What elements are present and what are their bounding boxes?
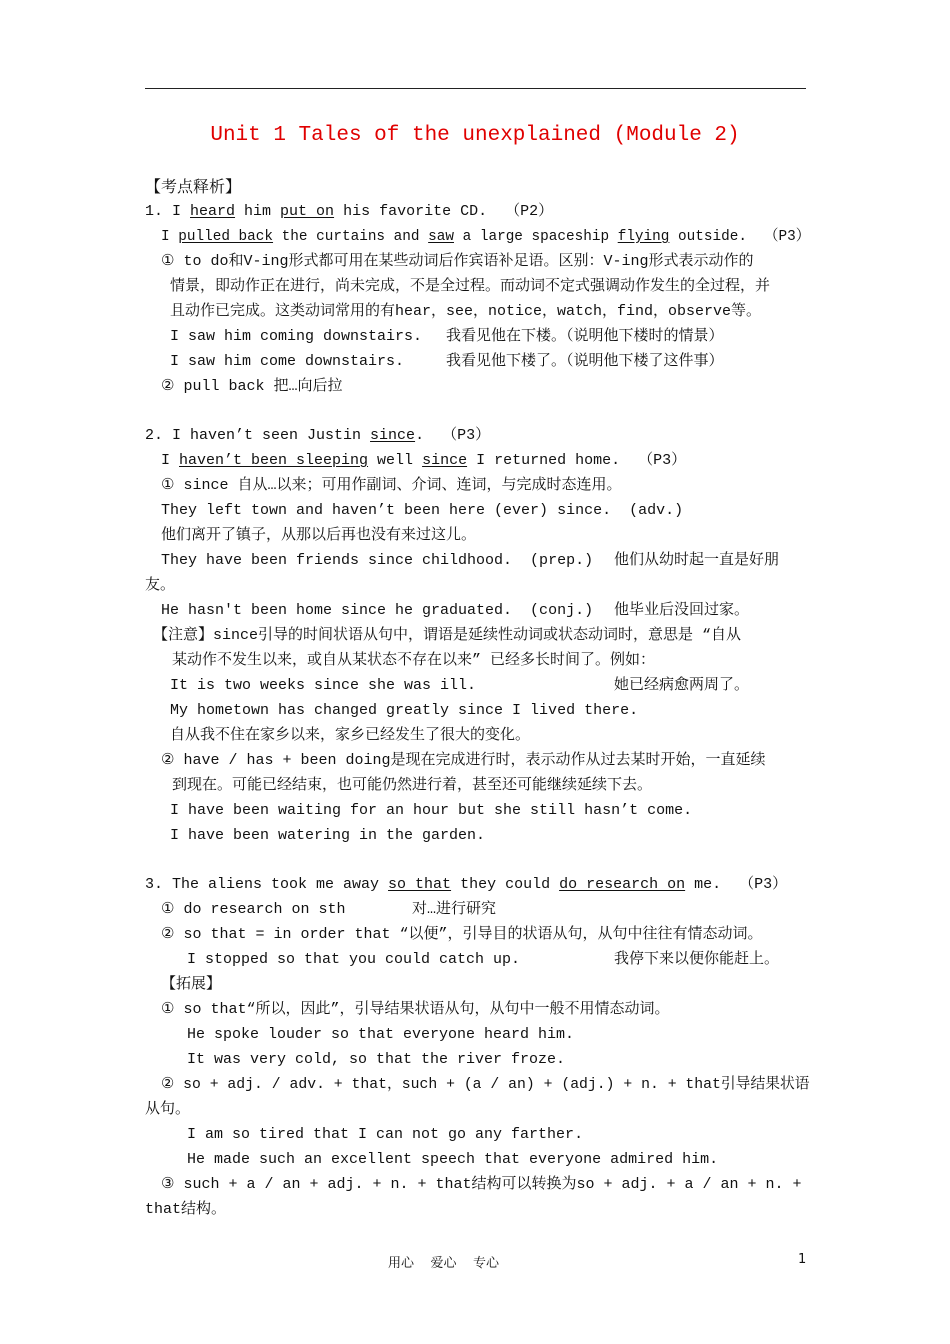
point-3-extension-2: 从句。	[145, 1101, 191, 1118]
point-2-attention: 【注意】since引导的时间状语从句中，谓语是延续性动词或状态动词时，意思是 “自从	[153, 627, 742, 644]
point-3-extension-3: ③ such + a / an + adj. + n. + that结构可以转换为so + adj. + a / an + n. +	[161, 1176, 802, 1193]
point-2-attention: 某动作不发生以来，或自从某状态不存在以来” 已经多长时间了。例如：	[172, 652, 656, 669]
point-3-sentence-cn: 我停下来以便你能赶上。	[614, 951, 780, 968]
point-1-example-2: I pulled back the curtains and saw a large spaceship flying outside. （P3）	[161, 228, 811, 245]
point-1-phrase: ② pull back 把…向后拉	[161, 378, 343, 395]
point-2-sentence-en: I have been watering in the garden.	[170, 827, 486, 844]
point-1-sentence-cn: 我看见他下楼了。（说明他下楼了这件事）	[446, 353, 724, 370]
point-2-sentence-cn: 她已经病愈两周了。	[614, 677, 750, 694]
point-2-sentence-en: It is two weeks since she was ill.	[170, 677, 477, 694]
point-2-sentence-cn: 他毕业后没回过家。	[614, 602, 750, 619]
point-2-note-2: 到现在。可能已经结束，也可能仍然进行着，甚至还可能继续延续下去。	[172, 777, 653, 794]
point-3-note: ② so that = in order that “以便”，引导目的状语从句，从句中往往有情态动词。	[161, 926, 763, 943]
point-2-sentence-cn: 友。	[145, 577, 176, 594]
page-title: Unit 1 Tales of the unexplained (Module 2)	[210, 124, 740, 147]
point-3-phrase: ① do research on sth	[161, 901, 346, 918]
point-1-sentence-en: I saw him coming downstairs.	[170, 328, 423, 345]
point-2-example-1: 2. I haven’t seen Justin since. （P3）	[145, 427, 491, 444]
point-3-example: 3. The aliens took me away so that they could do research on me. （P3）	[145, 876, 788, 893]
point-1-note-2: 情景，即动作正在进行，尚未完成，不是全过程。而动词不定式强调动作发生的全过程，并	[170, 278, 771, 295]
point-2-sentence-en: They left town and haven’t been here (ever) since. (adv.)	[161, 502, 684, 519]
point-2-sentence-en: My hometown has changed greatly since I lived there.	[170, 702, 639, 719]
point-2-sentence-cn: 自从我不住在家乡以来，家乡已经发生了很大的变化。	[170, 727, 531, 744]
point-3-sentence-en: He spoke louder so that everyone heard him.	[187, 1026, 575, 1043]
point-2-sentence-en: He hasn't been home since he graduated. (conj.)	[161, 602, 594, 619]
point-1-sentence-cn: 我看见他在下楼。（说明他下楼时的情景）	[446, 328, 724, 345]
point-1-note-3: 且动作已完成。这类动词常用的有hear，see，notice，watch，find，observe等。	[170, 303, 762, 320]
footer-motto: 用心 爱心 专心	[388, 1256, 500, 1271]
point-2-note: ① since 自从…以来；可用作副词、介词、连词，与完成时态连用。	[161, 477, 622, 494]
point-2-sentence-en: They have been friends since childhood. (prep.)	[161, 552, 594, 569]
point-3-extension-3: that结构。	[145, 1201, 227, 1218]
point-3-extension-heading: 【拓展】	[161, 976, 222, 993]
section-heading: 【考点释析】	[145, 177, 242, 196]
point-3-sentence-en: He made such an excellent speech that everyone admired him.	[187, 1151, 719, 1168]
point-2-sentence-cn: 他们从幼时起一直是好朋	[614, 552, 780, 569]
page-number: 1	[798, 1252, 807, 1267]
point-3-sentence-en: I am so tired that I can not go any farther.	[187, 1126, 584, 1143]
point-3-sentence-en: It was very cold, so that the river froze.	[187, 1051, 566, 1068]
point-2-sentence-cn: 他们离开了镇子，从那以后再也没有来过这儿。	[161, 527, 477, 544]
header-rule	[145, 88, 806, 89]
point-1-sentence-en: I saw him come downstairs.	[170, 353, 405, 370]
point-1-note-1: ① to do和V-ing形式都可用在某些动词后作宾语补足语。区别：V-ing形式表示动作的	[161, 253, 754, 270]
point-3-extension-1: ① so that“所以，因此”，引导结果状语从句，从句中一般不用情态动词。	[161, 1001, 670, 1018]
point-2-sentence-en: I have been waiting for an hour but she still hasn’t come.	[170, 802, 693, 819]
point-3-extension-2: ② so + adj. / adv. + that，such + (a / an) + (adj.) + n. + that引导结果状语	[161, 1076, 810, 1093]
point-2-example-2: I haven’t been sleeping well since I returned home. （P3）	[161, 452, 687, 469]
point-3-sentence-en: I stopped so that you could catch up.	[187, 951, 521, 968]
point-1-example-1: 1. I heard him put on his favorite CD. （P2）	[145, 203, 554, 220]
point-3-phrase-cn: 对…进行研究	[412, 901, 497, 918]
point-2-note-2: ② have / has + been doing是现在完成进行时，表示动作从过去某时开始，一直延续	[161, 752, 766, 769]
